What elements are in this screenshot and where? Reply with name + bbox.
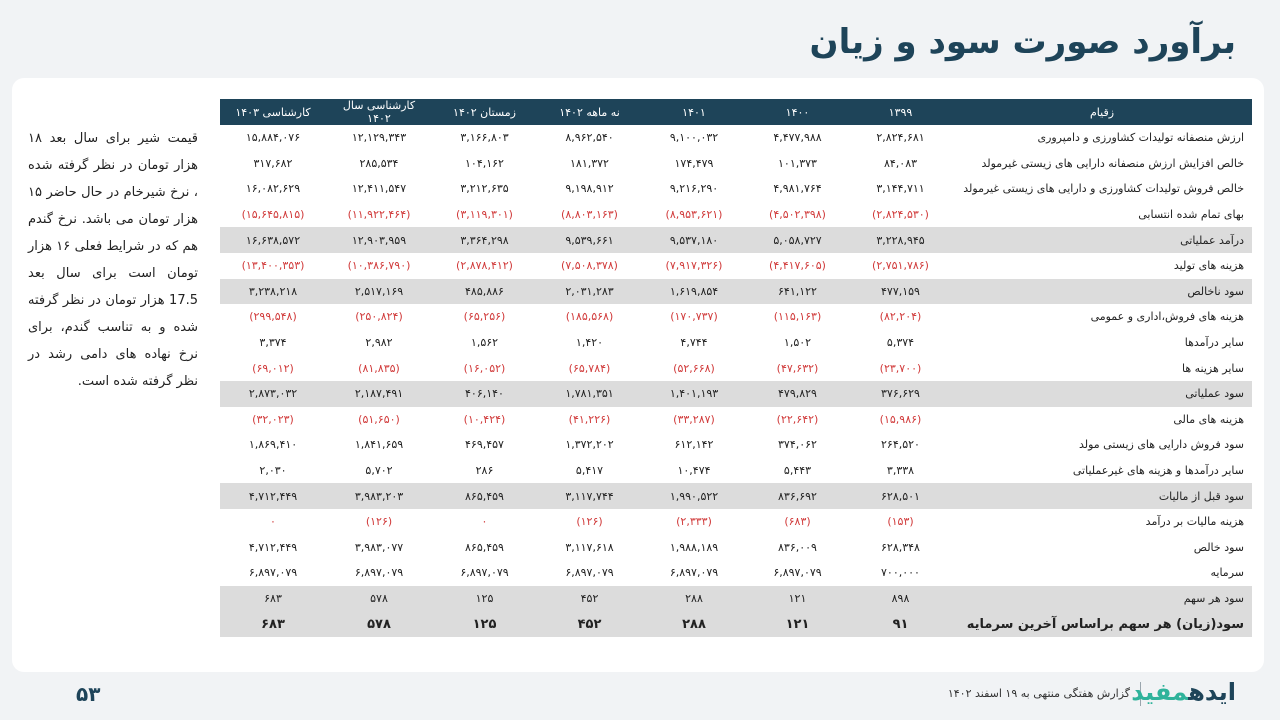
table-cell: ۱۰۴,۱۶۲ <box>465 156 504 170</box>
table-cell: (۲,۸۲۴,۵۳۰) <box>872 208 929 222</box>
table-cell: ۳,۳۷۴ <box>259 336 287 350</box>
row-label: خالص فروش تولیدات کشاورزی و دارایی های زیستی غیرمولد <box>963 182 1244 196</box>
table-cell: ۴,۷۴۴ <box>680 336 708 350</box>
table-cell: (۳۳,۲۸۷) <box>673 412 715 426</box>
table-cell: (۸۱,۸۳۵) <box>358 361 400 375</box>
header-cell: ۱۴۰۱ <box>642 99 746 125</box>
table-row <box>220 330 1252 356</box>
row-label: سایر هزینه ها <box>1182 361 1244 375</box>
table-cell: ۳,۳۳۸ <box>886 464 915 478</box>
table-row <box>220 407 1252 433</box>
table-cell: ۶,۸۹۷,۰۷۹ <box>773 566 822 580</box>
table-cell: ۴۵۲ <box>537 611 642 637</box>
table-cell: ۲,۰۳۰ <box>259 464 287 478</box>
table-cell: (۵۲,۶۶۸) <box>673 361 715 375</box>
table-cell: (۲۳,۷۰۰) <box>879 361 922 375</box>
row-label: هزینه های مالی <box>1173 412 1244 426</box>
table-cell: ۱۸۱,۳۷۲ <box>570 156 609 170</box>
table-cell: (۲,۳۳۳) <box>676 515 712 529</box>
table-cell: (۱۵,۹۸۶) <box>879 412 922 426</box>
table-cell: ۹,۵۳۹,۶۶۱ <box>537 227 642 253</box>
table-cell: ۵۷۸ <box>326 586 432 612</box>
brand-logo <box>1131 678 1236 706</box>
table-cell: ۱,۸۶۹,۴۱۰ <box>248 438 298 452</box>
table-cell: ۲,۰۳۱,۲۸۳ <box>537 279 642 305</box>
table-cell: ۸۴,۰۸۳ <box>883 156 918 170</box>
table-row <box>220 355 1252 381</box>
table-cell: (۱۰,۴۲۴) <box>463 412 506 426</box>
table-cell: ۳,۳۶۴,۲۹۸ <box>432 227 537 253</box>
table-cell: ۴,۷۱۲,۴۴۹ <box>220 483 326 509</box>
table-row <box>220 535 1252 561</box>
table-row <box>220 227 1252 253</box>
table-cell: ۲,۸۷۳,۰۳۲ <box>220 381 326 407</box>
row-label: هزینه مالیات بر درآمد <box>1145 515 1244 529</box>
table-cell: ۶,۸۹۷,۰۷۹ <box>248 566 298 580</box>
table-row <box>220 458 1252 484</box>
table-cell: ۰ <box>270 515 276 529</box>
header-cell: زقیام <box>952 99 1252 125</box>
table-cell: (۴۱,۲۲۶) <box>568 412 611 426</box>
table-cell: ۲,۹۸۲ <box>365 336 393 350</box>
table-cell: ۱۰۱,۳۷۳ <box>778 156 817 170</box>
table-cell: (۲۲,۶۴۲) <box>776 412 819 426</box>
table-cell: (۷,۹۱۷,۳۲۶) <box>665 259 723 273</box>
row-label: درآمد عملیاتی <box>952 227 1252 253</box>
row-label: سود فروش دارایی های زیستی مولد <box>1078 438 1244 452</box>
table-cell: ۱۷۴,۴۷۹ <box>674 156 714 170</box>
table-cell: (۶۵,۲۵۶) <box>463 310 506 324</box>
table-cell: (۱۷۰,۷۳۷) <box>670 310 718 324</box>
table-cell: ۳,۱۶۶,۸۰۳ <box>460 131 509 145</box>
table-row <box>220 304 1252 330</box>
table-row <box>220 509 1252 535</box>
table-row <box>220 560 1252 586</box>
table-cell: (۸۲,۲۰۴) <box>879 310 922 324</box>
table-cell: ۱۵,۸۸۴,۰۷۶ <box>245 131 301 145</box>
table-cell: ۴۵۲ <box>537 586 642 612</box>
table-row <box>220 151 1252 177</box>
table-cell: ۸۳۶,۶۹۲ <box>746 483 849 509</box>
table-cell: ۱۲۱ <box>746 586 849 612</box>
table-row <box>220 611 1252 637</box>
brand-logo-part2: مفید <box>1131 678 1189 706</box>
table-cell: ۳۱۷,۶۸۲ <box>253 156 293 170</box>
table-cell: ۲۶۴,۵۲۰ <box>881 438 920 452</box>
table-cell: (۱۳,۴۰۰,۳۵۳) <box>241 259 305 273</box>
table-cell: (۴,۴۱۷,۶۰۵) <box>769 259 826 273</box>
table-cell: ۴,۹۸۱,۷۶۴ <box>773 182 822 196</box>
table-body <box>220 125 1252 637</box>
table-cell: ۴۸۵,۸۸۶ <box>432 279 537 305</box>
table-cell: ۶۲۸,۳۴۸ <box>881 540 920 554</box>
table-cell: ۹,۱۹۸,۹۱۲ <box>565 182 614 196</box>
table-cell: (۳۲,۰۲۳) <box>252 412 294 426</box>
row-label: خالص افزایش ارزش منصفانه دارایی های زیستی غیرمولد <box>981 156 1244 170</box>
table-cell: (۲,۷۵۱,۷۸۶) <box>872 259 929 273</box>
table-cell: (۱۸۵,۵۶۸) <box>565 310 614 324</box>
table-cell: (۱۵۳) <box>887 515 914 529</box>
table-cell: (۱۲۶) <box>365 515 393 529</box>
table-row <box>220 279 1252 305</box>
table-cell: ۶,۸۹۷,۰۷۹ <box>669 566 719 580</box>
header-cell: زمستان ۱۴۰۲ <box>432 99 537 125</box>
table-cell: ۱,۹۸۸,۱۸۹ <box>669 540 719 554</box>
table-cell: ۴۷۹,۸۲۹ <box>746 381 849 407</box>
row-label: سود ناخالص <box>952 279 1252 305</box>
table-cell: ۱۲,۹۰۳,۹۵۹ <box>326 227 432 253</box>
page-number: ۵۳ <box>76 682 101 706</box>
table-cell: ۱۲۱ <box>746 611 849 637</box>
table-cell: (۲۵۰,۸۲۴) <box>355 310 403 324</box>
table-cell: ۱,۹۹۰,۵۲۲ <box>642 483 746 509</box>
table-cell: (۱۰,۳۸۶,۷۹۰) <box>347 259 411 273</box>
header-cell: نه ماهه ۱۴۰۲ <box>537 99 642 125</box>
table-cell: ۱۲,۴۱۱,۵۴۷ <box>351 182 407 196</box>
table-row <box>220 432 1252 458</box>
table-cell: (۲۹۹,۵۴۸) <box>249 310 297 324</box>
page-title: برآورد صورت سود و زیان <box>809 22 1236 62</box>
table-cell: ۴۶۹,۴۵۷ <box>465 438 504 452</box>
table-cell: ۶۸۳ <box>220 611 326 637</box>
row-label: ارزش منصفانه تولیدات کشاورزی و دامپروری <box>1037 131 1244 145</box>
table-cell: ۰ <box>481 515 488 529</box>
table-cell: ۱,۴۰۱,۱۹۳ <box>642 381 746 407</box>
table-cell: ۸۶۵,۴۵۹ <box>465 540 504 554</box>
table-cell: ۳,۲۱۲,۶۳۵ <box>460 182 509 196</box>
profit-loss-table <box>220 99 1252 637</box>
table-cell: ۱,۵۶۲ <box>470 336 499 350</box>
table-cell: (۳,۱۱۹,۳۰۱) <box>456 208 513 222</box>
header-cell: کارشناسی سال ۱۴۰۲ <box>326 99 432 125</box>
table-cell: (۴,۵۰۲,۳۹۸) <box>769 208 826 222</box>
table-cell: ۳۷۶,۶۲۹ <box>849 381 952 407</box>
table-cell: ۶۸۳ <box>220 586 326 612</box>
table-cell: (۸,۸۰۳,۱۶۳) <box>561 208 618 222</box>
table-cell: (۱۵,۶۴۵,۸۱۵) <box>241 208 305 222</box>
table-cell: ۵,۳۷۴ <box>886 336 915 350</box>
row-label: سود عملیاتی <box>952 381 1252 407</box>
table-cell: ۵,۷۰۲ <box>365 464 393 478</box>
table-cell: ۵۷۸ <box>326 611 432 637</box>
table-row <box>220 253 1252 279</box>
table-row <box>220 381 1252 407</box>
table-cell: ۱۰,۴۷۴ <box>677 464 711 478</box>
table-cell: (۲,۸۷۸,۴۱۲) <box>456 259 513 273</box>
table-cell: ۴۷۷,۱۵۹ <box>849 279 952 305</box>
table-cell: ۴,۴۷۷,۹۸۸ <box>773 131 822 145</box>
table-cell: ۶,۸۹۷,۰۷۹ <box>460 566 509 580</box>
table-cell: (۶۸۳) <box>784 515 811 529</box>
table-cell: ۱,۳۷۲,۲۰۲ <box>565 438 614 452</box>
table-cell: ۸,۹۶۲,۵۴۰ <box>565 131 614 145</box>
table-cell: ۹,۵۳۷,۱۸۰ <box>642 227 746 253</box>
row-label: هزینه های تولید <box>1173 259 1244 273</box>
table-cell: ۸۹۸ <box>849 586 952 612</box>
row-label: هزینه های فروش،اداری و عمومی <box>1090 310 1244 324</box>
row-label: سود(زیان) هر سهم براساس آخرین سرمایه <box>952 611 1252 637</box>
table-cell: ۲۸۶ <box>475 464 494 478</box>
table-header-row <box>220 99 1252 125</box>
table-cell: ۱,۶۱۹,۸۵۴ <box>642 279 746 305</box>
table-cell: ۴۰۶,۱۴۰ <box>432 381 537 407</box>
table-cell: ۱۲۵ <box>432 611 537 637</box>
table-cell: ۸۶۵,۴۵۹ <box>432 483 537 509</box>
table-cell: ۲,۱۸۷,۴۹۱ <box>326 381 432 407</box>
table-cell: ۳,۲۲۸,۹۴۵ <box>849 227 952 253</box>
table-cell: ۲۸۸ <box>642 586 746 612</box>
table-cell: ۵,۴۱۷ <box>575 464 604 478</box>
table-cell: ۶۱۲,۱۴۲ <box>674 438 714 452</box>
table-cell: ۳۷۴,۰۶۲ <box>778 438 817 452</box>
row-label: سایر درآمدها <box>1184 336 1244 350</box>
table-cell: ۹,۱۰۰,۰۳۲ <box>669 131 719 145</box>
table-cell: ۷۰۰,۰۰۰ <box>881 566 920 580</box>
row-label: سود قبل از مالیات <box>952 483 1252 509</box>
table-cell: ۳,۹۸۳,۲۰۳ <box>326 483 432 509</box>
table-cell: ۳,۱۱۷,۷۴۴ <box>537 483 642 509</box>
table-cell: (۱۶,۰۵۲) <box>463 361 506 375</box>
header-cell: ۱۴۰۰ <box>746 99 849 125</box>
table-cell: ۲۸۸ <box>642 611 746 637</box>
table-cell: ۶,۸۹۷,۰۷۹ <box>565 566 614 580</box>
row-label: سود خالص <box>1193 540 1244 554</box>
table-cell: ۲,۸۲۴,۶۸۱ <box>876 131 925 145</box>
table-cell: ۳,۱۴۴,۷۱۱ <box>876 182 925 196</box>
table-cell: ۱۶,۰۸۲,۶۲۹ <box>245 182 301 196</box>
table-cell: ۶۴۱,۱۲۲ <box>746 279 849 305</box>
table-cell: ۱,۸۴۱,۶۵۹ <box>354 438 404 452</box>
table-cell: (۱۲۶) <box>576 515 603 529</box>
table-cell: ۱,۵۰۲ <box>783 336 812 350</box>
table-cell: (۴۷,۶۳۲) <box>776 361 819 375</box>
table-cell: ۵,۰۵۸,۷۲۷ <box>746 227 849 253</box>
table-cell: ۱,۷۸۱,۳۵۱ <box>537 381 642 407</box>
table-cell: (۱۱۵,۱۶۳) <box>773 310 822 324</box>
table-cell: ۹۱ <box>849 611 952 637</box>
table-cell: ۲۸۵,۵۳۴ <box>359 156 399 170</box>
row-label: سود هر سهم <box>952 586 1252 612</box>
table-cell: (۱۱,۹۲۲,۴۶۴) <box>347 208 411 222</box>
table-cell: ۲,۵۱۷,۱۶۹ <box>326 279 432 305</box>
table-row <box>220 202 1252 228</box>
table-cell: (۶۹,۰۱۲) <box>252 361 294 375</box>
table-cell: ۱۲۵ <box>432 586 537 612</box>
table-cell: ۳,۲۳۸,۲۱۸ <box>220 279 326 305</box>
table-cell: (۶۵,۷۸۴) <box>568 361 611 375</box>
table-cell: ۶۲۸,۵۰۱ <box>849 483 952 509</box>
table-cell: ۳,۱۱۷,۶۱۸ <box>565 540 614 554</box>
table-row <box>220 586 1252 612</box>
table-cell: ۱۶,۶۳۸,۵۷۲ <box>220 227 326 253</box>
table-cell: ۸۳۶,۰۰۹ <box>778 540 817 554</box>
report-caption: گزارش هفتگی منتهی به ۱۹ اسفند ۱۴۰۲ <box>947 687 1130 700</box>
brand-logo-part1: ایده <box>1188 678 1236 706</box>
table-cell: (۸,۹۵۳,۶۲۱) <box>665 208 723 222</box>
table-row <box>220 483 1252 509</box>
table-cell: ۱,۴۲۰ <box>575 336 604 350</box>
row-label: سایر درآمدها و هزینه های غیرعملیاتی <box>1072 464 1244 478</box>
table-cell: ۵,۴۴۳ <box>783 464 812 478</box>
table-cell: (۵۱,۶۵۰) <box>358 412 400 426</box>
table-cell: ۴,۷۱۲,۴۴۹ <box>248 540 298 554</box>
table-row <box>220 176 1252 202</box>
header-cell: کارشناسی ۱۴۰۳ <box>220 99 326 125</box>
table-row <box>220 125 1252 151</box>
table-cell: ۳,۹۸۳,۰۷۷ <box>354 540 404 554</box>
table-cell: ۹,۲۱۶,۲۹۰ <box>669 182 719 196</box>
table-cell: ۱۲,۱۲۹,۳۴۳ <box>351 131 407 145</box>
row-label: سرمایه <box>1210 566 1244 580</box>
table-cell: (۷,۵۰۸,۳۷۸) <box>561 259 618 273</box>
row-label: بهای تمام شده انتسابی <box>1138 208 1244 222</box>
side-note: قیمت شیر برای سال بعد ۱۸ هزار تومان در نظر گرفته شده ، نرخ شیرخام در حال حاضر ۱۵ هزار تومان می باشد. نرخ گندم هم که در شرایط فعلی ۱۶ هزار تومان است برای سال بعد 17.5 هزار تومان در نظر گرفته شده و به تناسب گندم، برای نرخ نهاده های دامی رشد در نظر گرفته شده است. <box>28 131 198 389</box>
table-cell: ۶,۸۹۷,۰۷۹ <box>354 566 404 580</box>
header-cell: ۱۳۹۹ <box>849 99 952 125</box>
